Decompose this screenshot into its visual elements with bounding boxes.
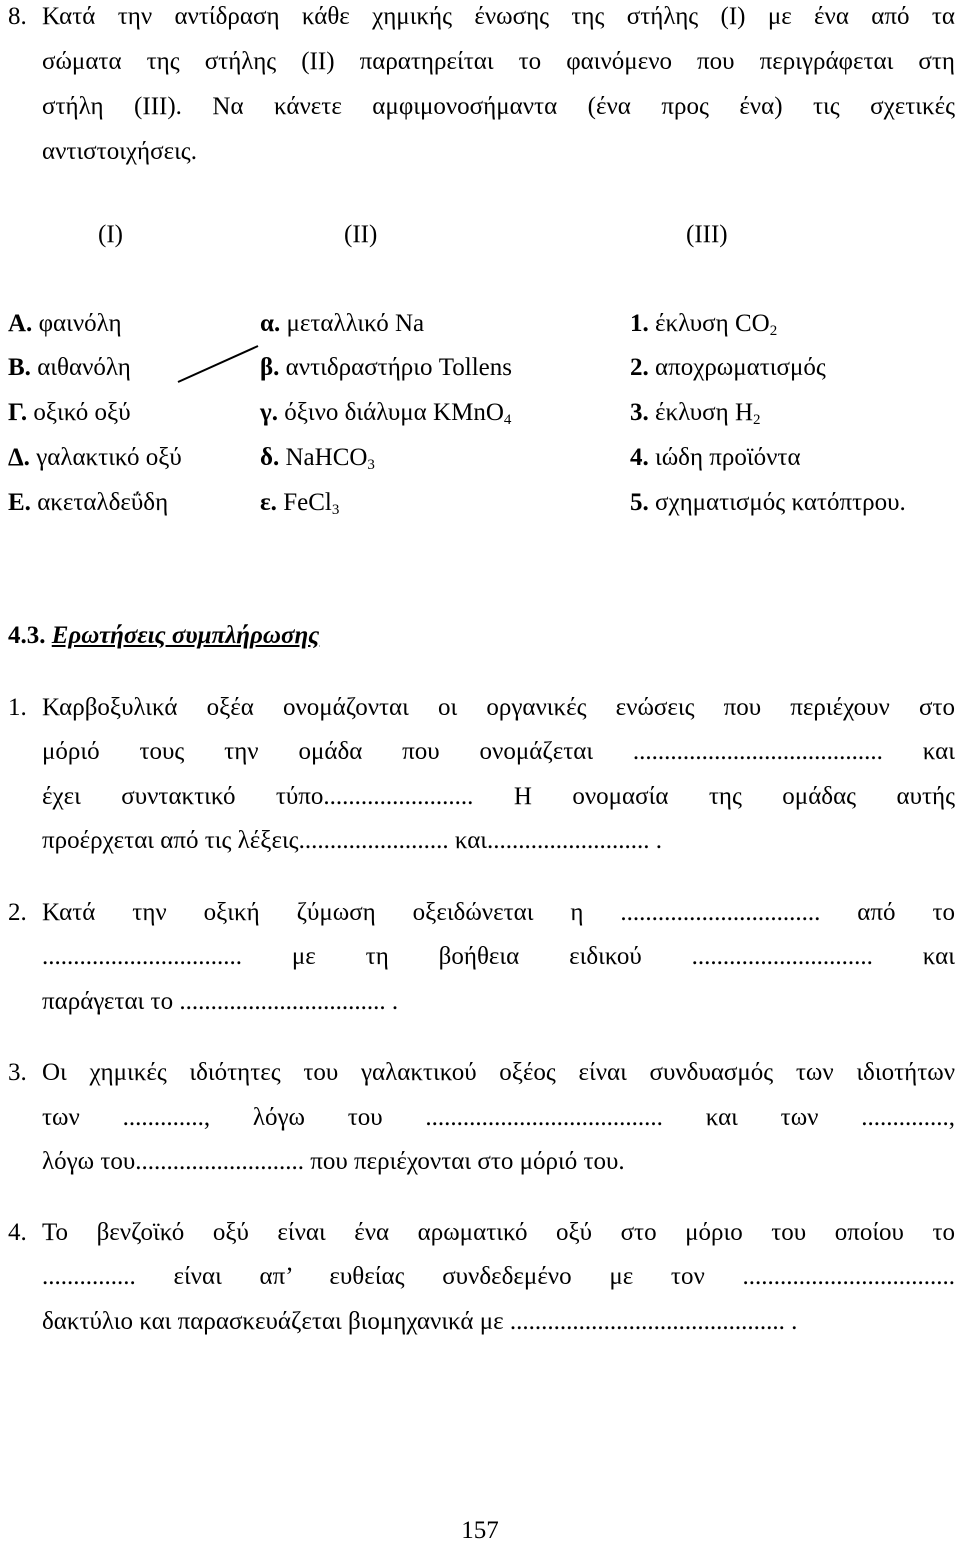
column1-item: Δ. γαλακτικό οξύ	[8, 444, 182, 471]
question-text-line: των ............., λόγω του ...................................... και των ..............,	[42, 1104, 955, 1131]
column3-item: 5. σχηματισμός κατόπτρου.	[630, 489, 906, 516]
question-text-line: παράγεται το ................................. .	[42, 988, 399, 1015]
question-text-line: Το βενζοϊκό οξύ είναι ένα αρωματικό οξύ στο μόριο του οποίου το	[42, 1219, 955, 1246]
column2-item: α. μεταλλικό Na	[260, 310, 425, 337]
question-number: 2.	[8, 899, 27, 926]
column-header-3: (ΙΙΙ)	[686, 221, 728, 248]
question-text-line: στήλη (ΙΙΙ). Να κάνετε αμφιμονοσήμαντα (ένα προς ένα) τις σχετικές	[42, 93, 955, 120]
question-text-line: σώματα της στήλης (ΙΙ) παρατηρείται το φαινόμενο που περιγράφεται στη	[42, 48, 955, 75]
question-text-line: Κατά την αντίδραση κάθε χημικής ένωσης της στήλης (Ι) με ένα από τα	[42, 3, 955, 30]
column1-item: Α. φαινόλη	[8, 310, 122, 337]
question-text-line: αντιστοιχήσεις.	[42, 138, 197, 165]
page-number: 157	[461, 1517, 499, 1544]
column3-item: 1. έκλυση $CO_2$	[630, 310, 778, 339]
question-text-line: Οι χημικές ιδιότητες του γαλακτικού οξέος είναι συνδυασμός των ιδιοτήτων	[42, 1059, 955, 1086]
question-number: 3.	[8, 1059, 27, 1086]
question-number: 4.	[8, 1219, 27, 1246]
question-text-line: ................................ με τη βοήθεια ειδικού ............................. και	[42, 943, 955, 970]
column3-item: 4. ιώδη προϊόντα	[630, 444, 801, 471]
column2-item: β. αντιδραστήριο Tollens	[260, 354, 512, 381]
column2-item: δ. NaHCO$_3$	[260, 444, 375, 473]
column1-item: Γ. οξικό οξύ	[8, 399, 131, 426]
column3-item: 2. αποχρωματισμός	[630, 354, 826, 381]
column2-item: γ. όξινο διάλυμα KMnO$_4$	[260, 399, 512, 428]
question-text-line: δακτύλιο και παρασκευάζεται βιομηχανικά με ............................................ .	[42, 1308, 798, 1335]
section-number: 4.3.	[8, 622, 46, 649]
question-text-line: Καρβοξυλικά οξέα ονομάζονται οι οργανικές ενώσεις που περιέχουν στο	[42, 694, 955, 721]
question-text-line: ............... είναι απ’ ευθείας συνδεδεμένο με τον ..................................	[42, 1263, 955, 1290]
column-header-1: (Ι)	[98, 221, 123, 248]
question-number: 1.	[8, 694, 27, 721]
section-heading	[8, 621, 319, 651]
column1-item: Β. αιθανόλη	[8, 354, 131, 381]
question-number: 8.	[8, 3, 27, 30]
section-title: Ερωτήσεις συμπλήρωσης	[51, 622, 320, 649]
column2-item: ε. FeCl$_3$	[260, 489, 340, 518]
column-header-2: (ΙΙ)	[344, 221, 378, 248]
question-text-line: έχει συντακτικό τύπο........................ Η ονομασία της ομάδας αυτής	[42, 783, 955, 810]
question-text-line: προέρχεται από τις λέξεις........................ και.......................... .	[42, 827, 663, 854]
question-text-line: λόγω του........................... που περιέχονται στο μόριό του.	[42, 1148, 625, 1175]
column1-item: Ε. ακεταλδεΰδη	[8, 489, 169, 516]
question-text-line: μόριό τους την ομάδα που ονομάζεται ........................................ και	[42, 738, 955, 765]
question-text-line: Κατά την οξική ζύμωση οξειδώνεται η ................................ από το	[42, 899, 955, 926]
column3-item: 3. έκλυση $H_2$	[630, 399, 761, 428]
